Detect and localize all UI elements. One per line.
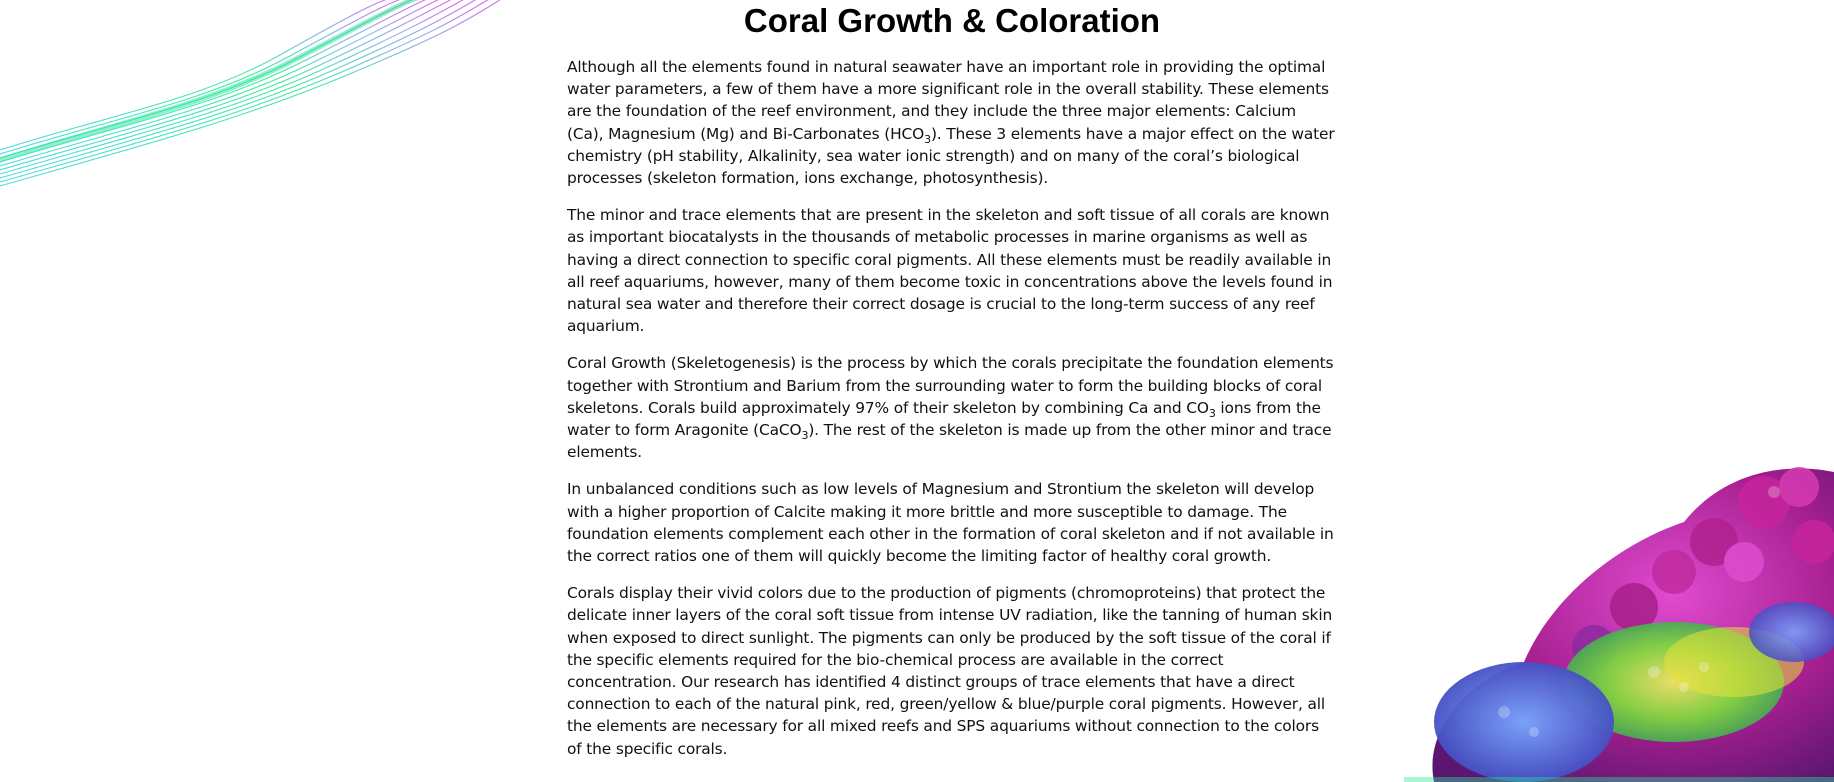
paragraph-coral-growth: Coral Growth (Skeletogenesis) is the process by which the corals precipitate the foundation elements together with Strontium and Barium from the surrounding water to form the building blocks of coral skeletons. Corals build approximately 97% of their skeleton by combining Ca and $CO_3$ ions from the water to form Aragonite (CaCO$_3$). The rest of the skeleton is made up from the other minor and trace elements. [567,354,1334,462]
paragraph-trace-elements: The minor and trace elements that are present in the skeleton and soft tissue of all corals are known as important biocatalysts in the thousands of metabolic processes in marine organisms as well as having a direct connection to specific coral pigments. All these elements must be readily available in all reef aquariums, however, many of them become toxic in concentrations above the levels found in natural sea water and therefore their correct dosage is crucial to the long-term success of any reef aquarium. [567,206,1333,336]
page-title: Coral Growth & Coloration [743,2,1161,39]
paragraph-unbalanced-conditions: In unbalanced conditions such as low levels of Magnesium and Strontium the skeleton will develop with a higher proportion of Calcite making it more brittle and more susceptible to damage. The foundation elements complement each other in the formation of coral skeleton and if not available in the correct ratios one of them will quickly become the limiting factor of healthy coral growth. [567,480,1334,566]
decorative-wave-lines [0,0,500,200]
paragraph-coral-coloration: Corals display their vivid colors due to the production of pigments (chromoproteins) that protect the delicate inner layers of the coral soft tissue from intense UV radiation, like the tanning of human skin when exposed to direct sunlight. The pigments can only be produced by the soft tissue of the coral if the specific elements required for the bio-chemical process are available in the correct concentration. Our research has identified 4 distinct groups of trace elements that have a direct connection to each of the natural pink, red, green/yellow & blue/purple coral pigments. However, all the elements are necessary for all mixed reefs and SPS aquariums without connection to the colors of the specific corals. [567,584,1333,758]
article [567,0,1337,760]
coral-image [1404,432,1834,782]
paragraph-major-elements: Although all the elements found in natural seawater have an important role in providing the optimal water parameters, a few of them have a more significant role in the overall stability. These elements are the foundation of the reef environment, and they include the three major elements: Calcium (Ca), Magnesium (Mg) and Bi-Carbonates $(HCO_3)$. These 3 elements have a major effect on the water chemistry (pH stability, Alkalinity, sea water ionic strength) and on many of the coral’s biological processes (skeleton formation, ions exchange, photosynthesis). [567,58,1335,188]
